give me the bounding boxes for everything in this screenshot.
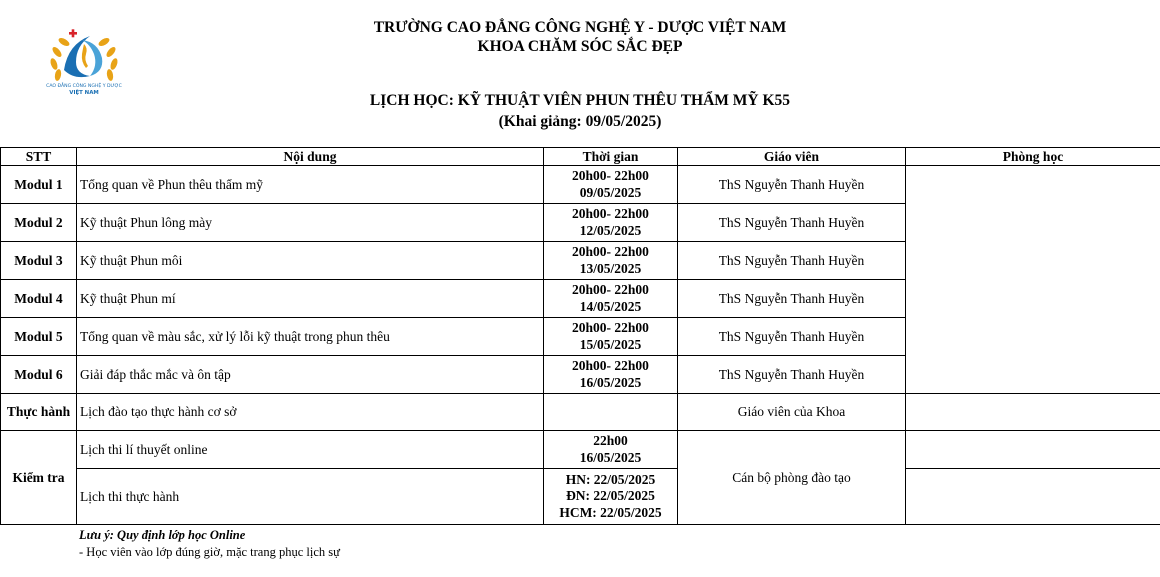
- practice-stt: Thực hành: [1, 394, 77, 431]
- schedule-title: LỊCH HỌC: KỸ THUẬT VIÊN PHUN THÊU THẨM MỸ K55: [369, 92, 791, 109]
- exam-practical-time: [544, 469, 678, 525]
- practice-row: [1, 394, 1160, 431]
- row-stt: Modul 5: [1, 318, 77, 356]
- time-range: 20h00- 22h00: [572, 320, 649, 335]
- time-hcm: HCM: 22/05/2025: [559, 504, 662, 520]
- time-range: 22h00: [593, 433, 628, 448]
- exam-online-content: Lịch thi lí thuyết online: [77, 431, 544, 469]
- row-content: Kỹ thuật Phun mí: [77, 280, 544, 318]
- time-range: 20h00- 22h00: [572, 206, 649, 221]
- row-content: Kỹ thuật Phun lông mày: [77, 204, 544, 242]
- note-section: [79, 527, 340, 561]
- time-hn: HN: 22/05/2025: [565, 471, 656, 487]
- time-range: 20h00- 22h00: [572, 244, 649, 259]
- faculty-name: KHOA CHĂM SÓC SẮC ĐẸP: [477, 38, 683, 55]
- row-stt: Modul 2: [1, 204, 77, 242]
- row-teacher: ThS Nguyễn Thanh Huyền: [678, 280, 906, 318]
- time-dn: ĐN: 22/05/2025: [566, 488, 655, 504]
- schedule-table: [0, 147, 1160, 525]
- row-teacher: ThS Nguyễn Thanh Huyền: [678, 204, 906, 242]
- note-title: Lưu ý: Quy định lớp học Online: [79, 528, 246, 542]
- column-header-room: Phòng học: [906, 148, 1160, 166]
- exam-online-time: [544, 431, 678, 469]
- table-row: [1, 166, 1160, 204]
- row-time: [544, 280, 678, 318]
- time-date: 12/05/2025: [579, 222, 642, 238]
- school-name: TRƯỜNG CAO ĐẲNG CÔNG NGHỆ Y - DƯỢC VIỆT NAM: [373, 19, 787, 36]
- time-date: 16/05/2025: [579, 374, 642, 390]
- opening-date: (Khai giảng: 09/05/2025): [498, 113, 662, 130]
- room-cell: [906, 166, 1160, 394]
- row-teacher: ThS Nguyễn Thanh Huyền: [678, 318, 906, 356]
- row-time: [544, 242, 678, 280]
- practice-room: [906, 394, 1160, 431]
- time-date: 14/05/2025: [579, 298, 642, 314]
- exam-stt: Kiểm tra: [1, 431, 77, 525]
- row-content: Giải đáp thắc mắc và ôn tập: [77, 356, 544, 394]
- time-range: 20h00- 22h00: [572, 282, 649, 297]
- row-stt: Modul 1: [1, 166, 77, 204]
- exam-row-practical: [1, 469, 1160, 525]
- logo-text-bottom: VIỆT NAM: [69, 90, 99, 96]
- row-content: Tổng quan về Phun thêu thẩm mỹ: [77, 166, 544, 204]
- practice-time: [544, 394, 678, 431]
- row-time: [544, 318, 678, 356]
- row-teacher: ThS Nguyễn Thanh Huyền: [678, 166, 906, 204]
- exam-teacher: Cán bộ phòng đào tạo: [678, 431, 906, 525]
- exam-practical-content: Lịch thi thực hành: [77, 469, 544, 525]
- time-range: 20h00- 22h00: [572, 358, 649, 373]
- row-stt: Modul 4: [1, 280, 77, 318]
- row-teacher: ThS Nguyễn Thanh Huyền: [678, 242, 906, 280]
- row-time: [544, 166, 678, 204]
- time-date: 09/05/2025: [579, 184, 642, 200]
- document-header: [0, 0, 1160, 148]
- practice-teacher: Giáo viên của Khoa: [678, 394, 906, 431]
- column-header-content: Nội dung: [77, 148, 544, 166]
- logo-text-top: CAO ĐẲNG CÔNG NGHỆ Y DƯỢC: [46, 84, 122, 89]
- exam-practical-room: [906, 469, 1160, 525]
- row-stt: Modul 6: [1, 356, 77, 394]
- row-time: [544, 204, 678, 242]
- row-content: Tổng quan về màu sắc, xử lý lỗi kỹ thuật trong phun thêu: [77, 318, 544, 356]
- time-range: 20h00- 22h00: [572, 168, 649, 183]
- time-date: 13/05/2025: [579, 260, 642, 276]
- column-header-stt: STT: [1, 148, 77, 166]
- row-content: Kỹ thuật Phun môi: [77, 242, 544, 280]
- practice-content: Lịch đào tạo thực hành cơ sở: [77, 394, 544, 431]
- time-date: 16/05/2025: [579, 449, 642, 465]
- column-header-teacher: Giáo viên: [678, 148, 906, 166]
- column-header-time: Thời gian: [544, 148, 678, 166]
- row-time: [544, 356, 678, 394]
- note-line: - Học viên vào lớp đúng giờ, mặc trang phục lịch sự: [79, 545, 340, 559]
- table-header-row: [1, 148, 1160, 166]
- time-date: 15/05/2025: [579, 336, 642, 352]
- exam-online-room: [906, 431, 1160, 469]
- row-teacher: ThS Nguyễn Thanh Huyền: [678, 356, 906, 394]
- row-stt: Modul 3: [1, 242, 77, 280]
- exam-row-online: [1, 431, 1160, 469]
